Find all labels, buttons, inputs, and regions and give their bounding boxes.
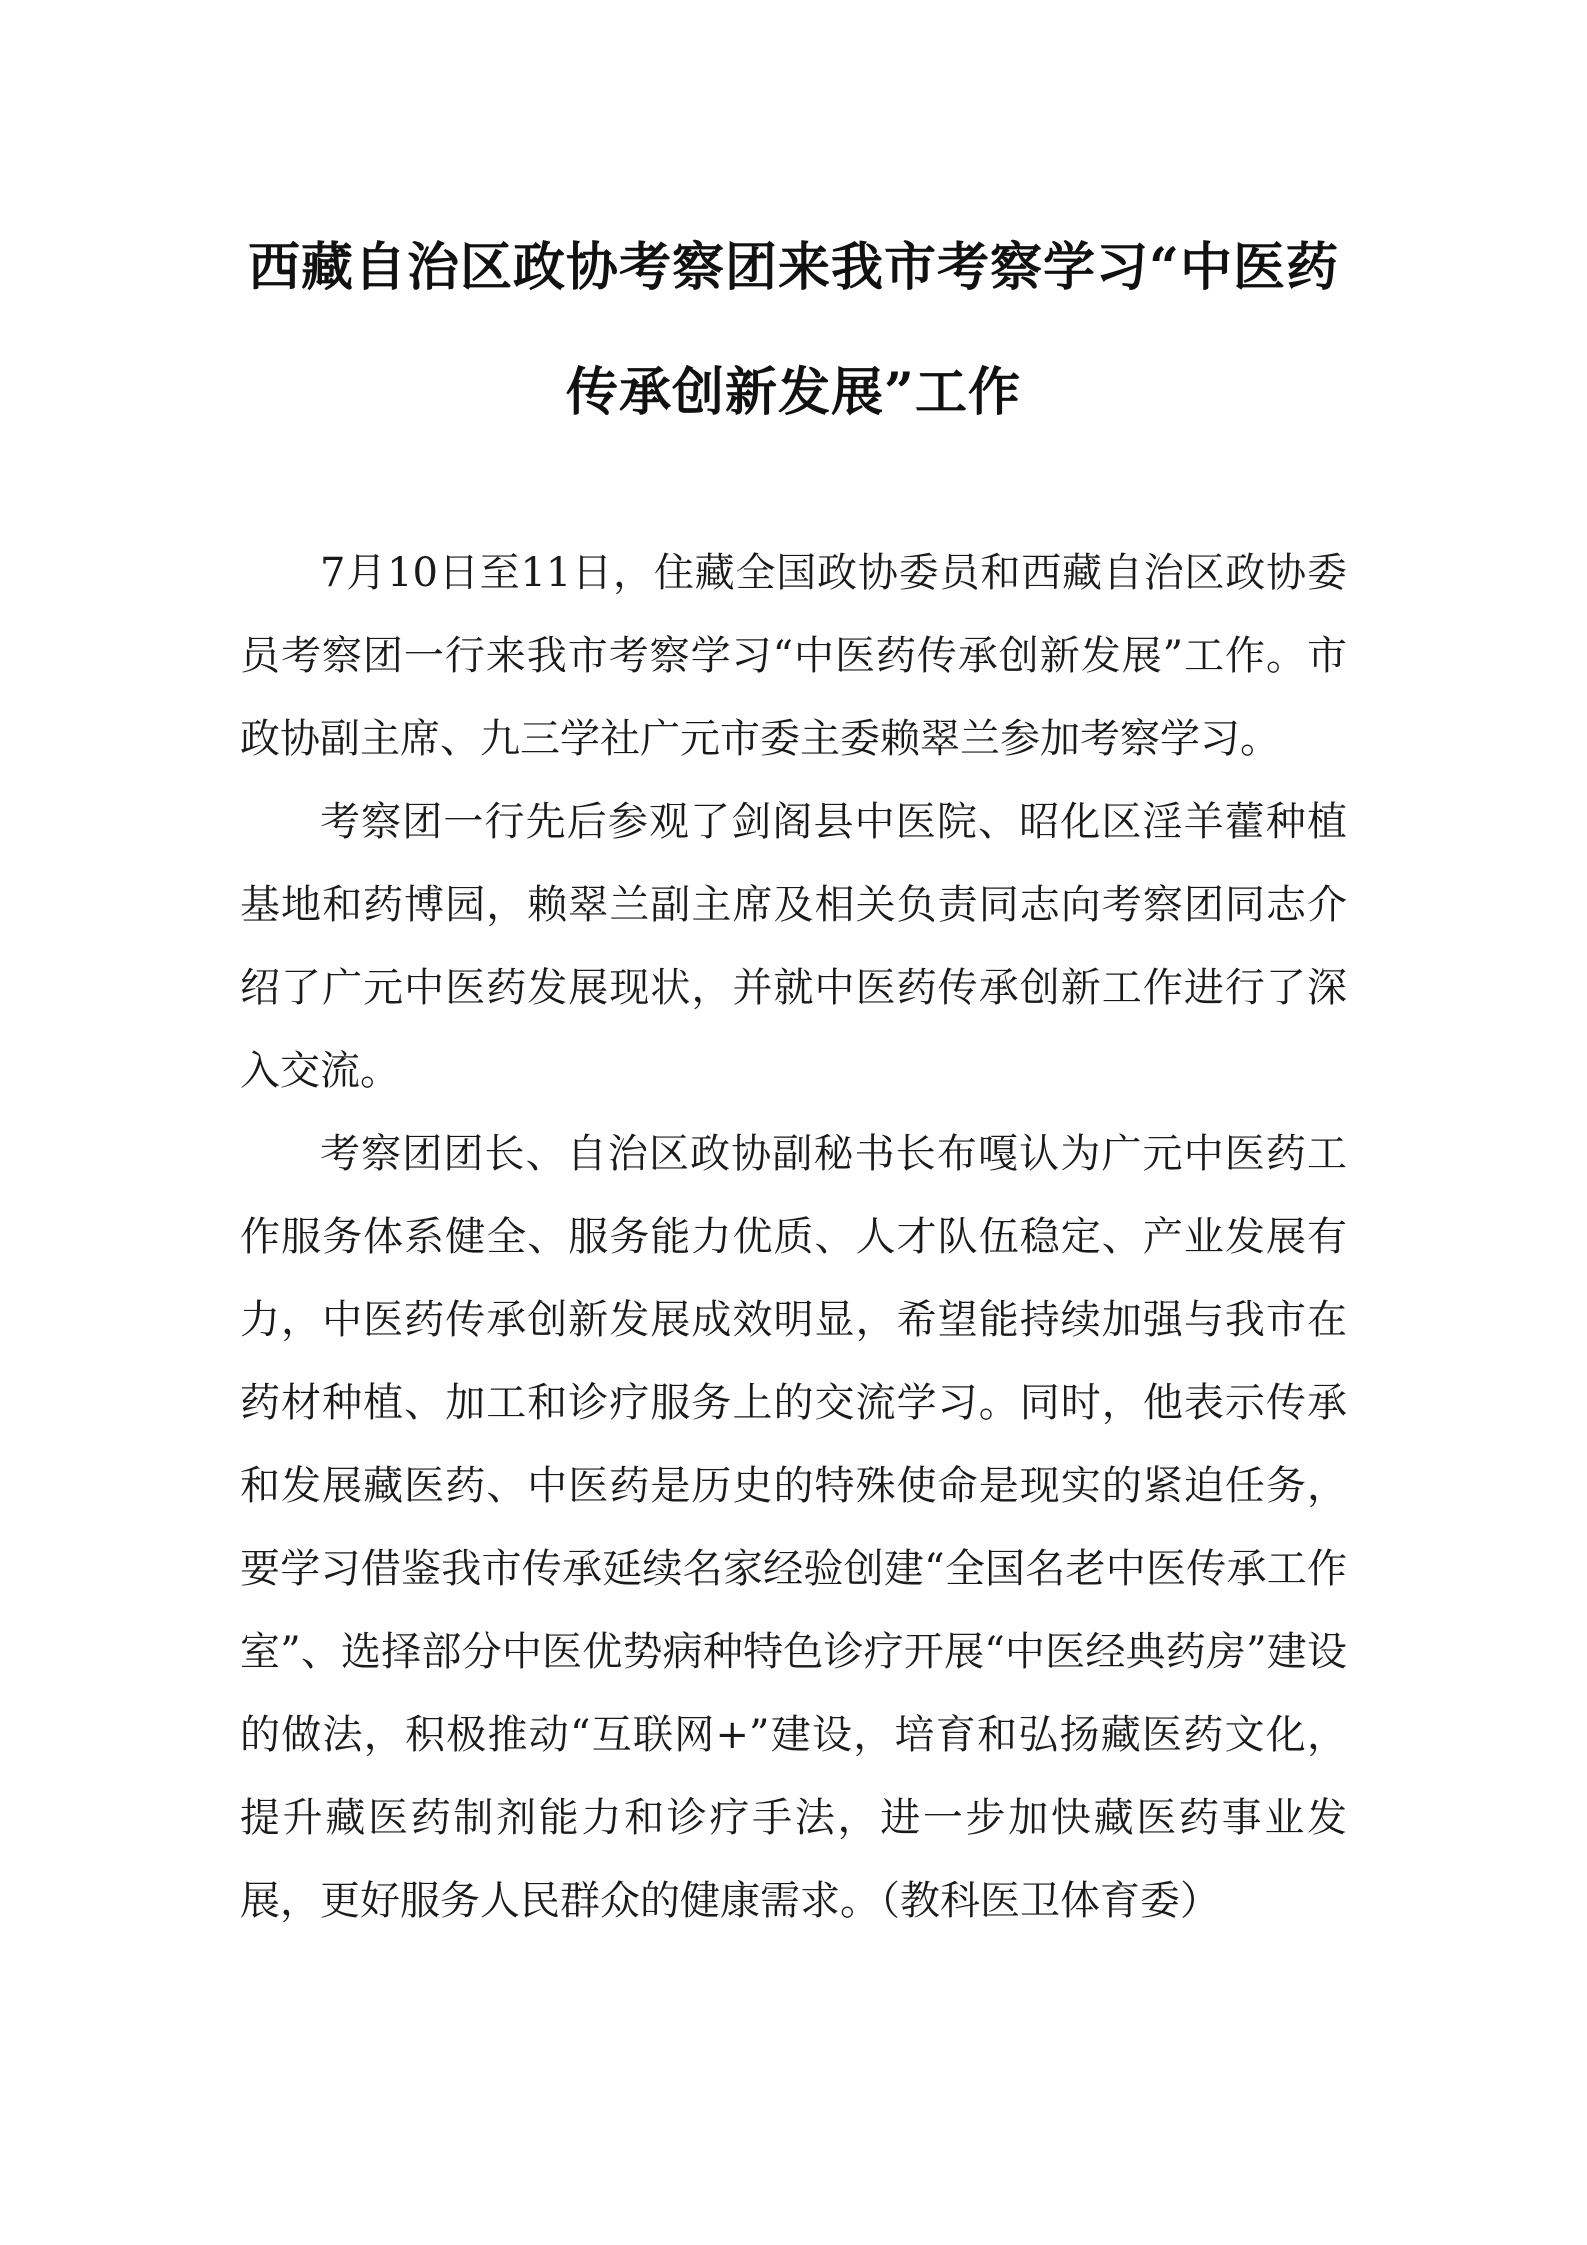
page-title: 西藏自治区政协考察团来我市考察学习“中医药传承创新发展”工作 bbox=[248, 237, 1339, 423]
paragraph-2: 考察团一行先后参观了剑阁县中医院、昭化区淫羊藿种植基地和药博园，赖翠兰副主席及相关负责同志向考察团同志介绍了广元中医药发展现状，并就中医药传承创新工作进行了深入交流。 bbox=[240, 799, 1347, 1094]
paragraph-3: 考察团团长、自治区政协副秘书长布嘎认为广元中医药工作服务体系健全、服务能力优质、人才队伍稳定、产业发展有力，中医药传承创新发展成效明显，希望能持续加强与我市在药材种植、加工和诊疗服务上的交流学习。同时，他表示传承和发展藏医药、中医药是历史的特殊使命是现实的紧迫任务，要学习借鉴我市传承延续名家经验创建“全国名老中医传承工作室”、选择部分中医优势病种特色诊疗开展“中医经典药房”建设的做法，积极推动“互联网+”建设，培育和弘扬藏医药文化，提升藏医药制剂能力和诊疗手法，进一步加快藏医药事业发展，更好服务人民群众的健康需求。（教科医卫体育委） bbox=[240, 1131, 1347, 1924]
paragraph-1: 7月10日至11日，住藏全国政协委员和西藏自治区政协委员考察团一行来我市考察学习“中医药传承创新发展”工作。市政协副主席、九三学社广元市委主委赖翠兰参加考察学习。 bbox=[240, 550, 1347, 762]
article-body bbox=[240, 532, 1347, 1943]
